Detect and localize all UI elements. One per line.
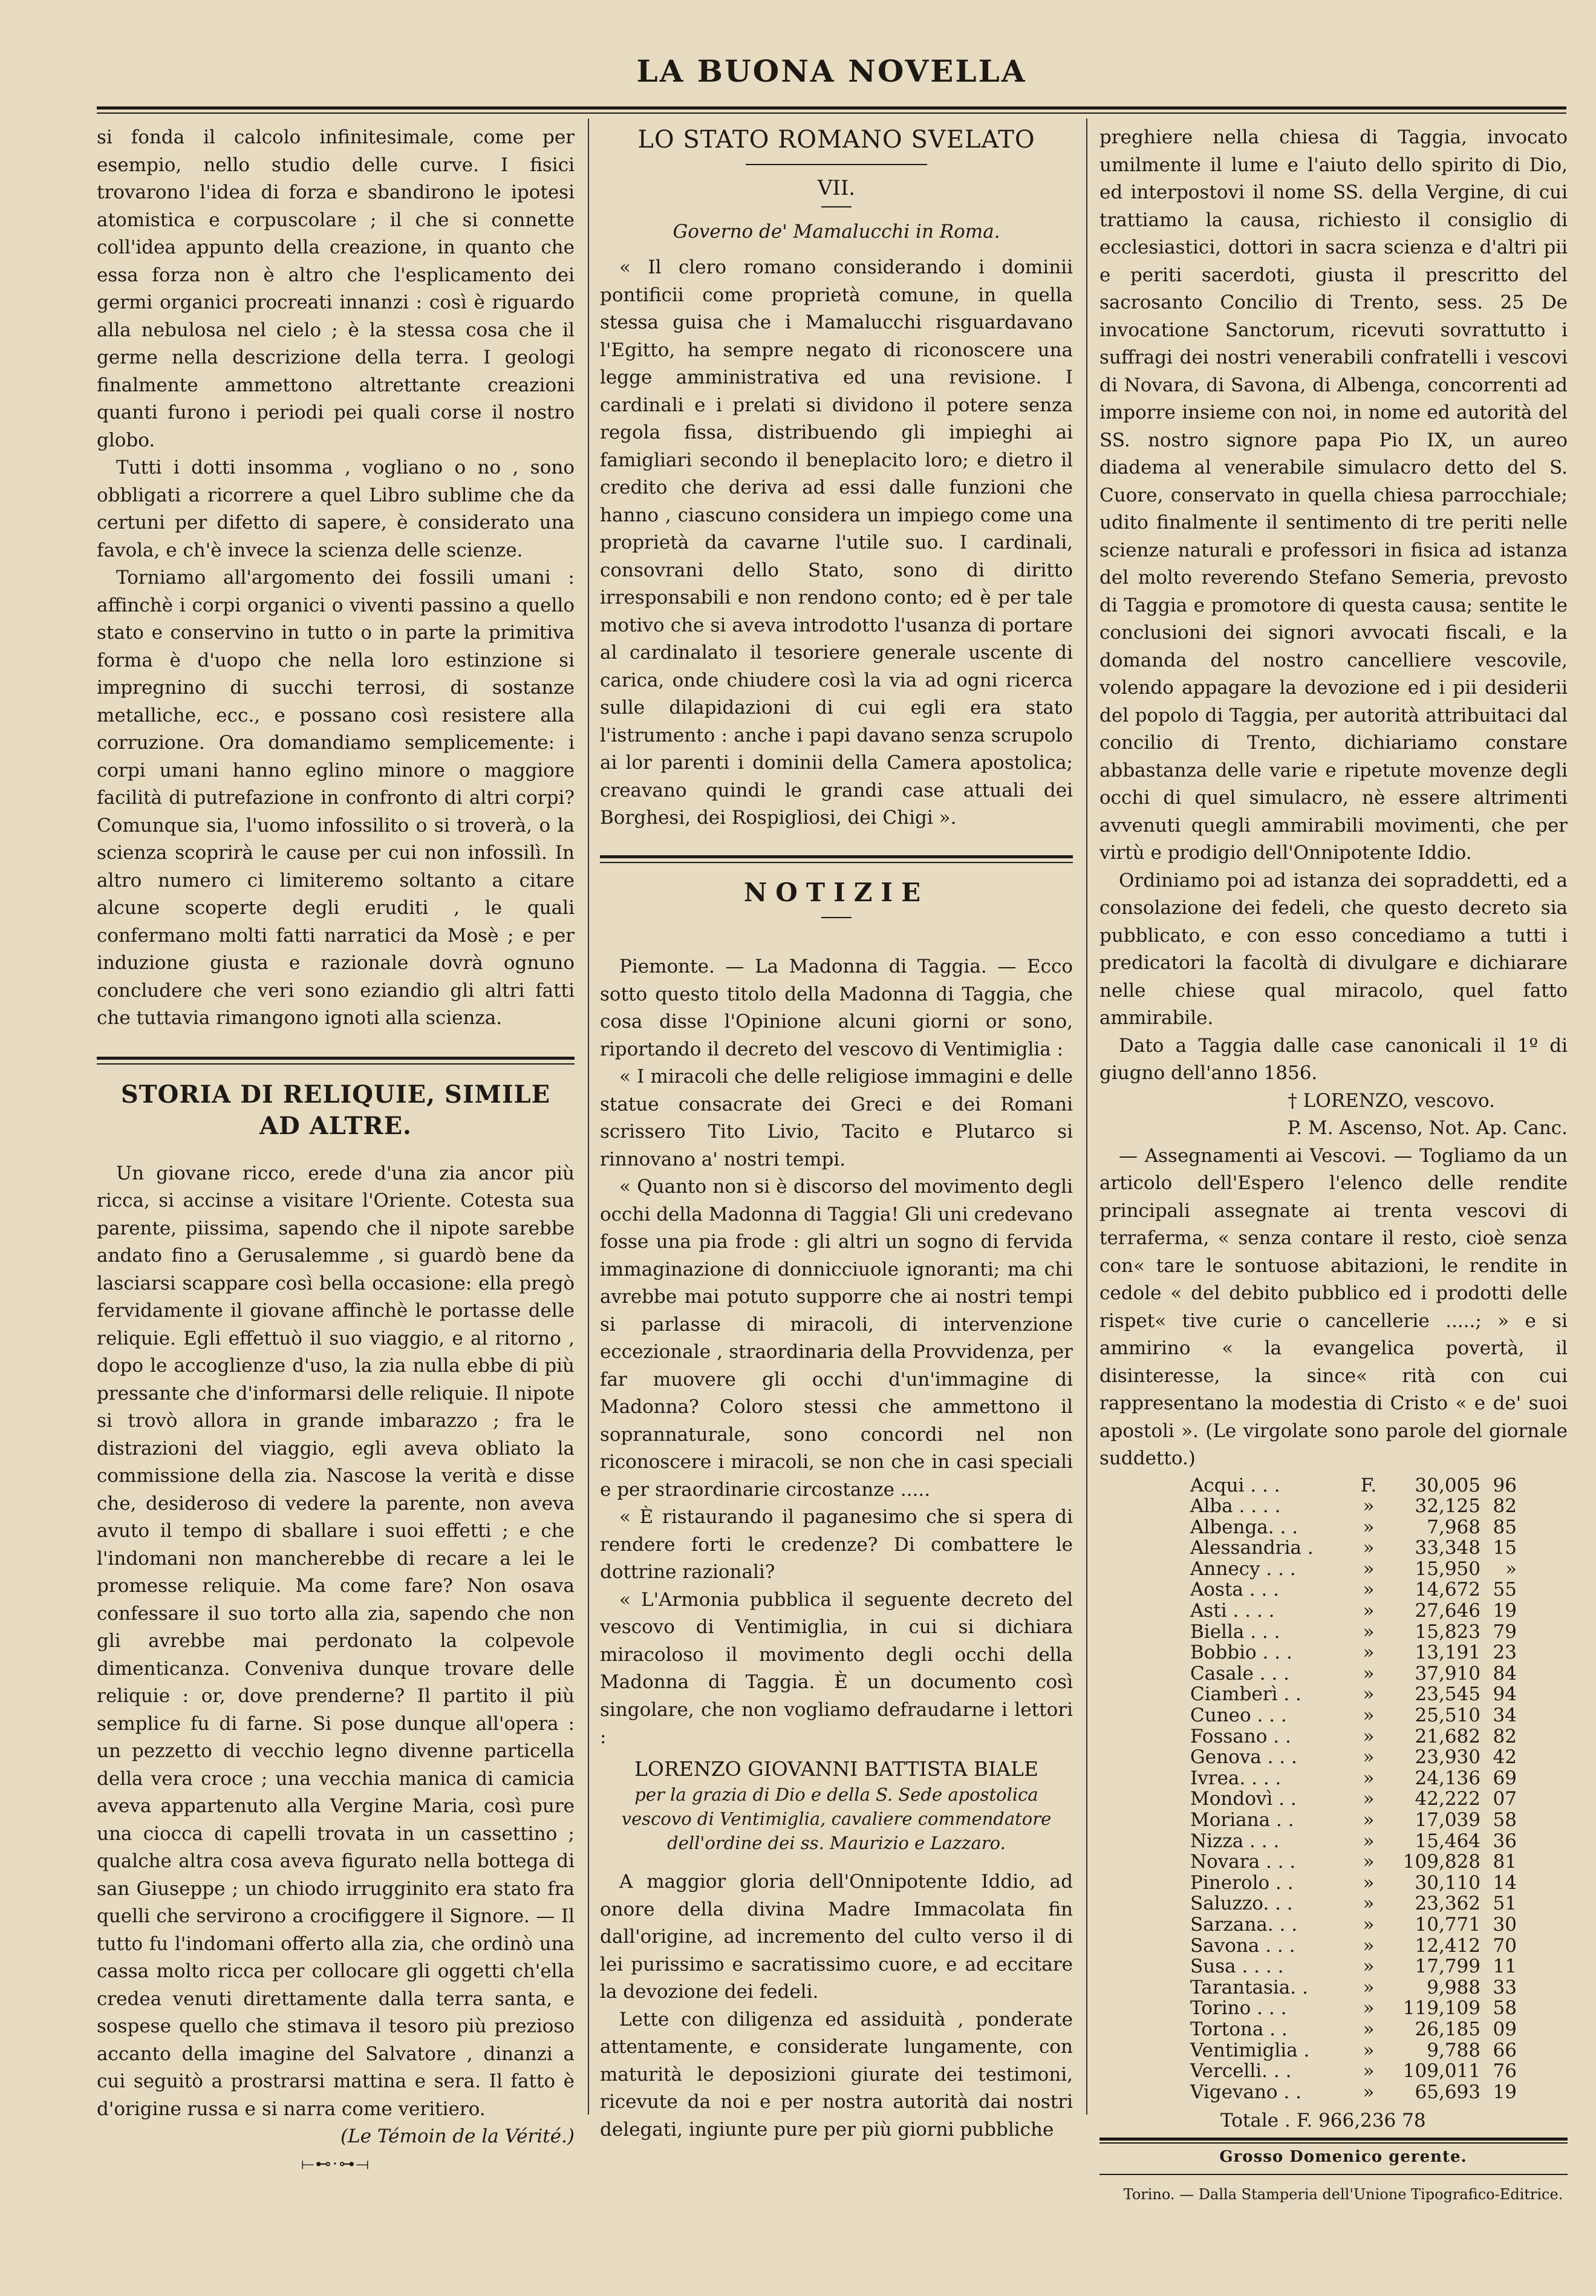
allocation-v2: 82 <box>1493 1725 1517 1747</box>
column-divider-2 <box>1086 119 1087 2115</box>
allocation-v1: 109,828 <box>1402 1851 1480 1873</box>
allocation-v2: 69 <box>1493 1767 1517 1789</box>
signature-bishop: † LORENZO, vescovo. <box>1288 1089 1495 1112</box>
storia-title: STORIA DI RELIQUIE, SIMILE AD ALTRE. <box>120 1080 551 1140</box>
allocation-cur: » <box>1363 2081 1375 2103</box>
allocation-name: Fossano . . <box>1190 1725 1291 1747</box>
allocation-v1: 27,646 <box>1415 1600 1480 1622</box>
allocation-cur: » <box>1363 1495 1375 1518</box>
allocation-cur: » <box>1363 1557 1375 1580</box>
allocation-cur: F. <box>1360 1474 1377 1496</box>
allocation-name: Torino . . . <box>1190 1997 1287 2020</box>
allocation-v1: 15,823 <box>1415 1620 1480 1643</box>
allocation-row <box>1190 1475 1517 1496</box>
allocation-v2: 58 <box>1493 1997 1517 2020</box>
allocation-v2: 15 <box>1493 1537 1517 1559</box>
article-paragraph: Torniamo all'argomento dei fossili umani : affinchè i corpi organici o viventi passino a quello stato e conservino in tutto o in parte la primitiva forma è d'uopo che nella loro estinzione si impregnino di succhi terrosi, di sostanze metalliche, ecc., e possano così resistere alla corruzione. Ora domandiamo semplicemente: i corpi umani hanno eglino minore o maggiore facilità di putrefazione in confronto di altri corpi? Comunque sia, l'uomo infossilito o si troverà, o la scienza scoprirà le cause per cui non infossilì. In altro numero ci limiteremo soltanto a citare alcune scoperte degli eruditi , le quali confermano molti fatti narratici da Mosè ; e per induzione giusta e razionale dovrà ognuno concludere che veri sono eziandio gli altri fatti che tuttavia rimangono ignoti alla scienza. <box>97 567 575 1029</box>
allocation-cur: » <box>1363 1955 1375 1978</box>
assegnamenti-lead: — Assegnamenti ai Vescovi. — Togliamo da un articolo dell'Espero l'elenco delle rendite principali assegnate ai trenta vescovi di terraferma, « senza contare il resto, cioè senza con« tare le sontuose abitazioni, le rendite in cedole « del debito pubblico ed i prodotti delle rispet« tive curie o cancellerie .....; » e si ammirino « la evangelica povertà, il disinteresse, la since« rità con cui rappresentano la modestia di Cristo « e de' suoi apostoli ». (Le virgolate sono parole del giornale suddetto.) <box>1099 1144 1568 1469</box>
allocation-row <box>1190 1914 1517 1936</box>
article-paragraph: « L'Armonia pubblica il seguente decreto del vescovo di Ventimiglia, in cui si dichiara miracoloso il movimento degli occhi della Madonna di Taggia. È un documento così singolare, che non vogliamo defraudarne i lettori : <box>600 1588 1073 1748</box>
taggia-lead: Piemonte. — La Madonna di Taggia. — Ecco sotto questo titolo della Madonna di Taggia, che cosa disse l'Opinione alcuni giorni or sono, riportando il decreto del vescovo di Ventimiglia : <box>600 956 1073 1060</box>
allocation-v1: 17,799 <box>1415 1955 1480 1978</box>
allocation-cur: » <box>1363 1767 1375 1789</box>
allocation-name: Biella . . . <box>1190 1620 1280 1643</box>
allocation-cur: » <box>1363 1893 1375 1915</box>
allocation-v2: 85 <box>1493 1516 1517 1538</box>
allocation-row <box>1190 1663 1517 1684</box>
allocation-row <box>1190 1559 1517 1580</box>
allocation-cur: » <box>1363 1642 1375 1664</box>
allocation-cur: » <box>1363 1620 1375 1643</box>
allocation-name: Susa . . . . <box>1190 1955 1284 1978</box>
allocation-cur: » <box>1363 2060 1375 2082</box>
footer-rule <box>1099 2138 1568 2144</box>
allocation-v1: 42,222 <box>1415 1788 1480 1810</box>
allocation-cur: » <box>1363 1830 1375 1852</box>
bishop-title: per la grazia di Dio e della S. Sede apostolica vescovo di Ventimiglia, cavaliere commendatore dell'ordine dei ss. Maurizio e Lazzaro. <box>621 1784 1052 1853</box>
allocation-v2: 30 <box>1493 1913 1517 1936</box>
allocation-v1: 30,110 <box>1415 1871 1480 1894</box>
chapter-subtitle: Governo de' Mamalucchi in Roma. <box>673 220 1000 243</box>
allocation-v2: 34 <box>1493 1704 1517 1727</box>
allocation-v2: 11 <box>1493 1955 1517 1978</box>
allocation-name: Genova . . . <box>1190 1746 1297 1769</box>
allocation-row <box>1190 1496 1517 1517</box>
allocation-name: Nizza . . . <box>1190 1830 1280 1852</box>
allocation-v1: 15,464 <box>1415 1830 1480 1852</box>
allocation-v1: 33,348 <box>1415 1537 1480 1559</box>
allocation-v1: 65,693 <box>1415 2081 1480 2103</box>
allocation-name: Tarantasia. . <box>1190 1976 1308 1998</box>
allocation-v1: 21,682 <box>1415 1725 1480 1747</box>
storia-text: Un giovane ricco, erede d'una zia ancor più ricca, si accinse a visitare l'Oriente. Cotesta sua parente, piissima, sapendo che il nipote sarebbe andato fino a Gerusalemme , si guardò bene da lasciarsi scappare così bella occasione: ella pregò fervidamente il giovane affinchè le portasse delle reliquie. Egli effettuò il suo viaggio, e al ritorno , dopo le accoglienze d'uso, la zia nulla ebbe di più pressante che d'informarsi delle reliquie. Il nipote si trovò allora in grande imbarazzo ; fra le distrazioni del viaggio, egli aveva obliato la commissione della zia. Nascose la verità e disse che, desideroso di vedere la parente, non aveva avuto il tempo di sballare i suoi effetti ; e che l'indomani non mancherebbe di recare a lei le promesse reliquie. Ma come fare? Non osava confessare il suo torto alla zia, sapendo che non gli avrebbe mai perdonato la colpevole dimenticanza. Conveniva dunque trovare delle reliquie : or, dove prenderne? Il partito il più semplice fu di farne. Si pose dunque all'opera : un pezzetto di vecchio legno divenne particella della vera croce ; una vecchia manica di camicia aveva appartenuto alla Vergine Maria, così pure una ciocca di capelli trovata in un cassettino ; qualche altra cosa aveva figurato nella bottega di san Giuseppe ; un chiodo irrugginito era stato fra quelli che servirono a crocifiggere il Signore. — Il tutto fu l'indomani offerto alla zia, che ordinò una cassa molto ricca per collocare gli oggetti ch'ella credea venuti direttamente dalla terra santa, e sospese quello che stimava il tesoro più prezioso accanto della imagine del Salvatore , dinanzi a cui seguitò a prostrarsi mattina e sera. Il fatto è d'origine russa e si narra come veritiero. <box>97 1162 575 2120</box>
allocation-cur: » <box>1363 1579 1375 1601</box>
allocation-name: Moriana . . <box>1190 1809 1294 1831</box>
allocation-name: Cuneo . . . <box>1190 1704 1287 1727</box>
masthead-title: LA BUONA NOVELLA <box>636 53 1027 89</box>
article-paragraph: « I miracoli che delle religiose immagini e delle statue consacrate dei Greci e dei Romani scrissero Tito Livio, Tacito e Plutarco si rinnovano a' nostri tempi. <box>600 1066 1073 1170</box>
allocation-name: Asti . . . . <box>1190 1600 1275 1622</box>
allocation-cur: » <box>1363 1913 1375 1936</box>
allocation-row <box>1190 1893 1517 1914</box>
article-paragraph: « Il clero romano considerando i dominii pontificii come proprietà comune, in quella stessa guisa che i Mamalucchi risguardavano l'Egitto, ha sempre negato di riconoscere una legge amministrativa ed una revisione. I cardinali e i prelati si dividono il potere senza regola fissa, distribuendo gli impieghi ai famigliari secondo il beneplacito loro; e dietro il credito che deriva ad essi dalle funzioni che hanno , ciascuno considera un impiego come una proprietà da cavarne l'utile suo. I cardinali, consovrani dello Stato, sono di diritto irresponsabili e non rendono conto; ed è per tale motivo che si aveva introdotto l'usanza di portare al cardinalato il tesoriere generale uscente di carica, onde chiudere così la via ad ogni ricerca sulle dilapidazioni di cui egli era stato l'istrumento : anche i papi davano senza scrupolo ai lor parenti i dominii della Camera apostolica; creavano quindi le grandi case attuali dei Borghesi, dei Rospigliosi, dei Chigi ». <box>600 256 1073 829</box>
footer-rule-thin <box>1099 2174 1568 2175</box>
allocation-row <box>1190 1642 1517 1663</box>
allocation-v2: » <box>1505 1557 1517 1580</box>
allocation-row <box>1190 1538 1517 1559</box>
allocation-row <box>1190 1705 1517 1726</box>
notizie-rule <box>821 917 852 918</box>
allocation-cur: » <box>1363 1683 1375 1706</box>
allocation-name: Bobbio . . . <box>1190 1642 1292 1664</box>
column-middle <box>600 124 1073 2144</box>
decree-paragraph: A maggior gloria dell'Onnipotente Iddio, ad onore della divina Madre Immacolata fin dall'origine, ad incremento del culto verso il di lei purissimo e sacratissimo cuore, e ad eccitare la devozione dei fedeli. <box>600 1871 1073 2003</box>
allocation-v1: 12,412 <box>1415 1934 1480 1957</box>
allocation-row <box>1190 1851 1517 1873</box>
allocation-v2: 70 <box>1493 1934 1517 1957</box>
allocation-v1: 23,930 <box>1415 1746 1480 1769</box>
allocation-name: Alba . . . . <box>1190 1495 1281 1518</box>
article-paragraph: Tutti i dotti insomma , vogliano o no , sono obbligati a ricorrere a quel Libro sublime che da certuni per difetto di sapere, è considerato una favola, e ch'è invece la scienza delle scienze. <box>97 457 575 561</box>
allocation-name: Saluzzo. . . <box>1190 1893 1293 1915</box>
allocation-v2: 19 <box>1493 1600 1517 1622</box>
allocation-name: Tortona . . <box>1190 2018 1288 2040</box>
allocation-name: Novara . . . <box>1190 1851 1296 1873</box>
gerente-credit: Grosso Domenico gerente. <box>1219 2148 1467 2167</box>
notizie-heading: NOTIZIE <box>743 877 930 907</box>
allocation-cur: » <box>1363 2039 1375 2061</box>
article-paragraph: si fonda il calcolo infinitesimale, come per esempio, nello studio delle curve. I fisici trovarono l'idea di forza e sbandirono le ipotesi atomistica e corpuscolare ; il che si connette coll'idea appunto della creazione, in quanto che essa forza non è altro che l'esplicamento dei germi organici procreati innanzi : così è riguardo alla nebulosa nel cielo ; è la stessa cosa che il germe nella descrizione della terra. I geologi finalmente ammettono altrettante creazioni quanti furono i periodi pei quali corse il nostro globo. <box>97 126 575 451</box>
allocation-v1: 7,968 <box>1427 1516 1480 1538</box>
allocation-v1: 32,125 <box>1415 1495 1480 1518</box>
allocation-v2: 07 <box>1493 1788 1517 1810</box>
allocation-v2: 58 <box>1493 1809 1517 1831</box>
allocation-row <box>1190 1579 1517 1600</box>
allocation-cur: » <box>1363 1537 1375 1559</box>
allocation-cur: » <box>1363 2018 1375 2040</box>
allocation-row <box>1190 1747 1517 1768</box>
allocation-name: Albenga. . . <box>1190 1516 1298 1538</box>
allocation-row <box>1190 2061 1517 2082</box>
allocation-cur: » <box>1363 1704 1375 1727</box>
signature-notary: P. M. Ascenso, Not. Ap. Canc. <box>1287 1117 1568 1139</box>
title-rule <box>746 164 927 165</box>
allocation-name: Mondovì . . <box>1190 1788 1297 1810</box>
allocation-row <box>1190 1873 1517 1894</box>
masthead-rule <box>97 106 1566 109</box>
allocation-row <box>1190 1517 1517 1538</box>
allocation-cur: » <box>1363 1851 1375 1873</box>
allocation-row <box>1190 2082 1517 2103</box>
allocation-v2: 23 <box>1493 1642 1517 1664</box>
storia-source: (Le Témoin de la Vérité.) <box>340 2125 575 2147</box>
allocation-row <box>1190 1684 1517 1705</box>
allocation-v1: 10,771 <box>1415 1913 1480 1936</box>
chapter-number: VII. <box>817 176 856 200</box>
allocation-v2: 19 <box>1493 2081 1517 2103</box>
allocation-v1: 9,788 <box>1427 2039 1480 2061</box>
allocation-name: Alessandria . <box>1190 1537 1314 1559</box>
allocation-row <box>1190 1831 1517 1852</box>
allocation-name: Acqui . . . <box>1190 1474 1280 1496</box>
printer-note: Torino. — Dalla Stamperia dell'Unione Tipografico-Editrice. <box>1123 2185 1563 2203</box>
chapter-rule <box>821 206 852 207</box>
decree-paragraph: Lette con diligenza ed assiduità , ponderate attentamente, e considerate lungamente, con maturità le deposizioni giurate dei testimoni, ricevute da noi e per nostra autorità dai nostri delegati, ingiunte pure per più giorni pubbliche <box>600 2008 1073 2141</box>
allocation-row <box>1190 1977 1517 1998</box>
decree-paragraph: preghiere nella chiesa di Taggia, invocato umilmente il lume e l'aiuto dello spirito di Dio, ed interpostovi il nome SS. della Vergine, di cui trattiamo la causa, richiesto il consiglio di ecclesiastici, dottori in sacra scienza e d'altri pii e periti sacerdoti, giusta il prescritto del sacrosanto Concilio di Trento, sess. 25 De invocatione Sanctorum, ricevuti sovrattutto i suffragi dei nostri venerabili confratelli i vescovi di Novara, di Savona, di Albenga, concorrenti ad imporre insieme con noi, in nome ed autorità del SS. nostro signore papa Pio IX, un aureo diadema al venerabile simulacro detto del S. Cuore, conservato in quella chiesa parrocchiale; udito finalmente il sentimento di tre periti nelle scienze naturali e professori in fisica ad istanza del molto reverendo Stefano Semeria, prevosto di Taggia e promotore di questa causa; sentite le conclusioni dei signori avvocati fiscali, e la domanda del nostro cancelliere vescovile, volendo appagare la devozione ed i pii desiderii del popolo di Taggia, per autorità attribuitaci dal concilio di Trento, dichiariamo constare abbastanza delle varie e ripetute movenze degli occhi di quel simulacro, nè essere altrimenti avvenuti quegli ammirabili movimenti, che per virtù e prodigio dell'Onnipotente Iddio. <box>1099 126 1568 864</box>
allocation-v2: 66 <box>1493 2039 1517 2061</box>
decree-paragraph: Ordiniamo poi ad istanza dei sopraddetti, ed a consolazione dei fedeli, che questo decreto sia pubblicato, e con esso concediamo a tutti i predicatori la facoltà di divulgare e dichiarare nelle chiese qual miracolo, quel fatto ammirabile. <box>1099 869 1568 1029</box>
allocation-cur: » <box>1363 1871 1375 1894</box>
article-paragraph: « Quanto non si è discorso del movimento degli occhi della Madonna di Taggia! Gli uni credevano fosse una pia frode : gli altri un sogno di fervida immaginazione di donnicciuole ignoranti; ma chi avrebbe mai potuto supporre che ai nostri tempi si parlasse di miracoli, di intervenzione eccezionale , straordinaria della Provvidenza, per far muovere gli occhi d'un'immagine di Madonna? Coloro stessi che ammettono il soprannaturale, sono concordi nel non riconoscere i miracoli, se non che in casi speciali e per straordinarie circostanze ..... <box>600 1176 1073 1501</box>
allocation-cur: » <box>1363 1934 1375 1957</box>
allocation-v1: 26,185 <box>1415 2018 1480 2040</box>
allocation-cur: » <box>1363 1600 1375 1622</box>
allocation-cur: » <box>1363 1788 1375 1810</box>
column-divider-1 <box>588 119 589 2115</box>
allocation-row <box>1190 1768 1517 1789</box>
allocation-name: Casale . . . <box>1190 1662 1289 1684</box>
column-right <box>1099 124 1568 2208</box>
allocation-v2: 76 <box>1493 2060 1517 2082</box>
allocation-v2: 36 <box>1493 1830 1517 1852</box>
allocation-v1: 23,362 <box>1415 1893 1480 1915</box>
section-rule <box>97 1057 575 1065</box>
allocation-row <box>1190 1936 1517 1957</box>
allocation-v2: 96 <box>1493 1474 1517 1496</box>
allocation-row <box>1190 1956 1517 1977</box>
allocation-v2: 55 <box>1493 1579 1517 1601</box>
allocation-v1: 9,988 <box>1427 1976 1480 1998</box>
allocation-name: Annecy . . . <box>1190 1557 1296 1580</box>
allocation-v1: 37,910 <box>1415 1662 1480 1684</box>
column-left <box>97 124 575 2178</box>
allocation-name: Vercelli. . . <box>1190 2060 1292 2082</box>
allocation-v2: 09 <box>1493 2018 1517 2040</box>
masthead-rule-thin <box>97 113 1566 114</box>
allocation-name: Pinerolo . . <box>1190 1871 1294 1894</box>
decree-paragraph: Dato a Taggia dalle case canonicali il 1º di giugno dell'anno 1856. <box>1099 1034 1568 1084</box>
allocation-v2: 51 <box>1493 1893 1517 1915</box>
allocation-v2: 82 <box>1493 1495 1517 1518</box>
article-paragraph: « È ristaurando il paganesimo che si spera di rendere forti le credenze? Di combattere le dottrine razionali? <box>600 1506 1073 1583</box>
allocation-name: Ventimiglia . <box>1190 2039 1310 2061</box>
allocation-row <box>1190 1726 1517 1747</box>
allocation-v1: 30,005 <box>1415 1474 1480 1496</box>
allocation-row <box>1190 1998 1517 2019</box>
allocation-v1: 119,109 <box>1402 1997 1480 2020</box>
allocation-name: Sarzana. . . <box>1190 1913 1298 1936</box>
allocation-cur: » <box>1363 1976 1375 1998</box>
allocation-cur: » <box>1363 1746 1375 1769</box>
allocation-v1: 25,510 <box>1415 1704 1480 1727</box>
allocation-name: Savona . . . <box>1190 1934 1295 1957</box>
allocation-v2: 79 <box>1493 1620 1517 1643</box>
allocation-row <box>1190 1622 1517 1643</box>
ornament-divider: ⟝⊷⋅⊶⟞ <box>301 2154 371 2173</box>
allocation-v1: 109,011 <box>1402 2060 1480 2082</box>
allocation-row <box>1190 1810 1517 1831</box>
allocations-table <box>1190 1475 1517 2103</box>
allocation-row <box>1190 1600 1517 1622</box>
allocation-v2: 14 <box>1493 1871 1517 1894</box>
allocation-v1: 24,136 <box>1415 1767 1480 1789</box>
allocation-v1: 13,191 <box>1415 1642 1480 1664</box>
allocation-row <box>1190 2019 1517 2040</box>
allocation-v1: 14,672 <box>1415 1579 1480 1601</box>
allocation-cur: » <box>1363 1809 1375 1831</box>
allocation-name: Ivrea. . . . <box>1190 1767 1282 1789</box>
allocation-cur: » <box>1363 1662 1375 1684</box>
allocation-v1: 23,545 <box>1415 1683 1480 1706</box>
allocation-v2: 33 <box>1493 1976 1517 1998</box>
allocation-name: Ciamberì . . <box>1190 1683 1301 1706</box>
allocation-cur: » <box>1363 1516 1375 1538</box>
allocation-v1: 15,950 <box>1415 1557 1480 1580</box>
allocation-cur: » <box>1363 1997 1375 2020</box>
section-rule <box>600 855 1073 863</box>
allocation-v1: 17,039 <box>1415 1809 1480 1831</box>
allocation-v2: 81 <box>1493 1851 1517 1873</box>
bishop-name: LORENZO GIOVANNI BATTISTA BIALE <box>634 1756 1039 1781</box>
allocation-name: Vigevano . . <box>1190 2081 1301 2103</box>
allocation-cur: » <box>1363 1725 1375 1747</box>
allocation-v2: 42 <box>1493 1746 1517 1769</box>
allocation-v2: 84 <box>1493 1662 1517 1684</box>
allocation-row <box>1190 1789 1517 1810</box>
allocation-v2: 94 <box>1493 1683 1517 1706</box>
stato-romano-title: LO STATO ROMANO SVELATO <box>637 126 1035 154</box>
allocation-name: Aosta . . . <box>1190 1579 1280 1601</box>
allocations-total: Totale . F. 966,236 78 <box>1220 2110 1426 2132</box>
allocation-row <box>1190 2040 1517 2061</box>
